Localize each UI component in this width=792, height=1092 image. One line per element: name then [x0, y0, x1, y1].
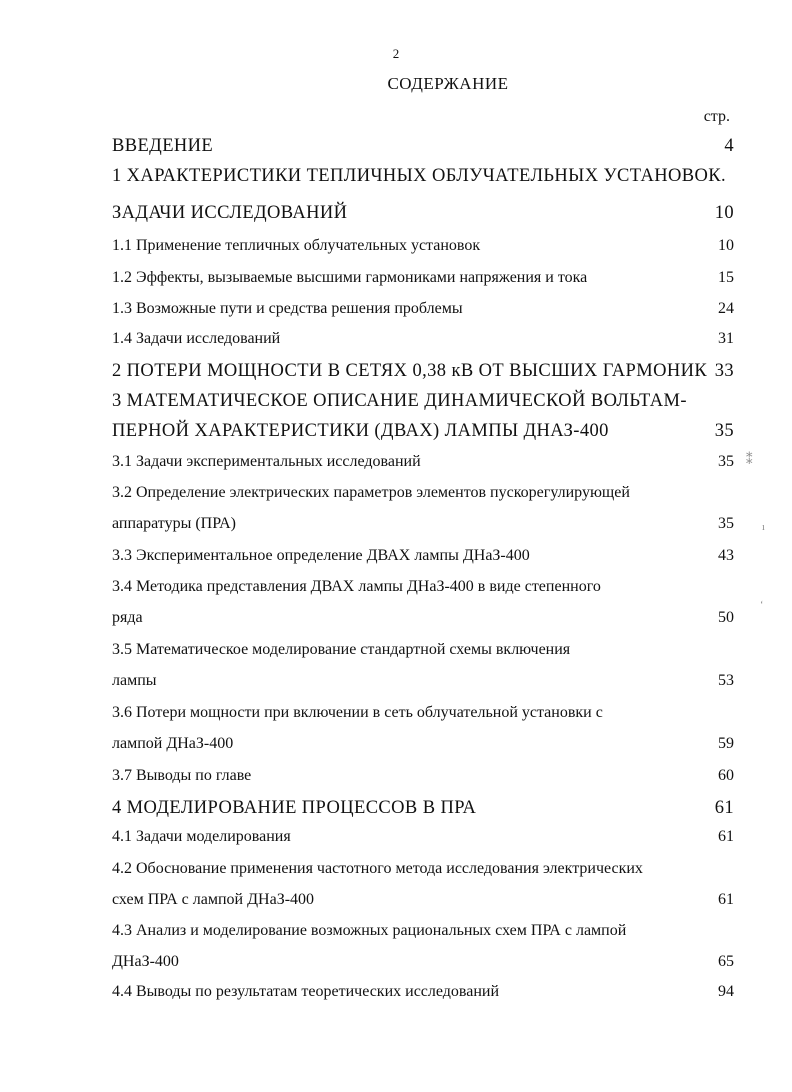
toc-entry-page: 35 — [714, 421, 734, 441]
toc-entry-label: 1.2 Эффекты, вызываемые высшими гармониками напряжения и тока — [112, 269, 588, 286]
toc-entry — [112, 735, 734, 767]
table-of-contents — [112, 136, 734, 1014]
toc-entry — [112, 828, 734, 860]
toc-entry-label: ДНаЗ-400 — [112, 953, 179, 970]
toc-entry — [112, 515, 734, 547]
toc-entry — [112, 300, 734, 330]
toc-entry-label: ЗАДАЧИ ИССЛЕДОВАНИЙ — [112, 203, 348, 223]
toc-entry-label: ПЕРНОЙ ХАРАКТЕРИСТИКИ (ДВАХ) ЛАМПЫ ДНАЗ-400 — [112, 421, 609, 441]
toc-entry-page: 10 — [718, 237, 734, 254]
toc-entry-label: 3.6 Потери мощности при включении в сеть облучательной установки с — [112, 704, 603, 721]
page-column-label: стр. — [703, 108, 730, 125]
toc-entry-label: 3.1 Задачи экспериментальных исследований — [112, 453, 421, 470]
toc-entry — [112, 672, 734, 704]
toc-entry — [112, 547, 734, 578]
toc-entry-label: 3.5 Математическое моделирование стандартной схемы включения — [112, 641, 571, 658]
toc-entry-label: ряда — [112, 609, 143, 626]
toc-entry — [112, 704, 734, 735]
toc-entry-page: 24 — [718, 300, 734, 317]
toc-entry — [112, 922, 734, 953]
scan-mark-icon: ʻ — [760, 600, 764, 611]
toc-entry — [112, 484, 734, 515]
toc-entry-label: 1.3 Возможные пути и средства решения проблемы — [112, 300, 463, 317]
toc-entry-page: 10 — [714, 203, 734, 223]
toc-entry — [112, 453, 734, 484]
toc-entry — [112, 203, 734, 237]
scan-mark-icon: ı — [762, 522, 765, 533]
toc-entry-label: 3.4 Методика представления ДВАХ лампы ДНаЗ-400 в виде степенного — [112, 578, 601, 595]
toc-entry — [112, 798, 734, 828]
page-number: 2 — [392, 46, 400, 61]
scan-mark-icon: ⁑ — [746, 452, 753, 467]
toc-entry — [112, 578, 734, 609]
toc-entry — [112, 330, 734, 361]
toc-entry-page: 65 — [718, 953, 734, 970]
toc-entry-label: 3.7 Выводы по главе — [112, 767, 252, 784]
toc-entry-page: 61 — [714, 798, 734, 818]
toc-entry-page: 94 — [718, 983, 734, 1000]
toc-entry — [112, 767, 734, 798]
toc-entry-label: лампой ДНаЗ-400 — [112, 735, 234, 752]
toc-entry-page: 60 — [718, 767, 734, 784]
toc-entry-label: 4.4 Выводы по результатам теоретических исследований — [112, 983, 500, 1000]
toc-entry-label: 1.4 Задачи исследований — [112, 330, 281, 347]
toc-entry-page: 50 — [718, 609, 734, 626]
toc-entry — [112, 166, 734, 203]
toc-entry-label: 4 МОДЕЛИРОВАНИЕ ПРОЦЕССОВ В ПРА — [112, 798, 477, 818]
toc-entry-page: 61 — [718, 828, 734, 845]
toc-entry-page: 61 — [718, 891, 734, 908]
toc-entry-label: схем ПРА с лампой ДНаЗ-400 — [112, 891, 315, 908]
toc-entry-label: 4.2 Обоснование применения частотного метода исследования электрических — [112, 860, 643, 877]
toc-entry — [112, 860, 734, 891]
toc-entry-label: 4.1 Задачи моделирования — [112, 828, 291, 845]
toc-entry-page: 4 — [724, 136, 734, 156]
toc-entry-page: 33 — [714, 361, 734, 381]
toc-entry — [112, 983, 734, 1014]
toc-entry — [112, 237, 734, 269]
toc-entry-page: 15 — [718, 269, 734, 286]
toc-entry-page: 35 — [718, 515, 734, 532]
toc-entry-label: ВВЕДЕНИЕ — [112, 136, 214, 156]
toc-entry-label: аппаратуры (ПРА) — [112, 515, 236, 532]
toc-entry-page: 43 — [718, 547, 734, 564]
toc-entry-page: 35 — [718, 453, 734, 470]
toc-entry — [112, 361, 734, 391]
toc-entry — [112, 641, 734, 672]
toc-entry-label: 1.1 Применение тепличных облучательных установок — [112, 237, 481, 254]
toc-entry-page: 59 — [718, 735, 734, 752]
toc-entry-label: лампы — [112, 672, 157, 689]
toc-entry-label: 4.3 Анализ и моделирование возможных рациональных схем ПРА с лампой — [112, 922, 627, 939]
toc-entry — [112, 953, 734, 983]
toc-entry-label: 3.2 Определение электрических параметров элементов пускорегулирующей — [112, 484, 630, 501]
page-title: СОДЕРЖАНИЕ — [387, 74, 509, 93]
toc-entry-label: 1 ХАРАКТЕРИСТИКИ ТЕПЛИЧНЫХ ОБЛУЧАТЕЛЬНЫХ УСТАНОВОК. — [112, 166, 727, 186]
toc-entry — [112, 609, 734, 641]
toc-entry-label: 3.3 Экспериментальное определение ДВАХ лампы ДНаЗ-400 — [112, 547, 530, 564]
toc-entry-label: 2 ПОТЕРИ МОЩНОСТИ В СЕТЯХ 0,38 кВ ОТ ВЫСШИХ ГАРМОНИК — [112, 361, 708, 381]
toc-entry — [112, 891, 734, 922]
toc-entry — [112, 269, 734, 300]
toc-entry-page: 31 — [718, 330, 734, 347]
toc-entry-page: 53 — [718, 672, 734, 689]
toc-entry — [112, 391, 734, 421]
toc-entry — [112, 421, 734, 453]
toc-entry — [112, 136, 734, 166]
toc-entry-label: 3 МАТЕМАТИЧЕСКОЕ ОПИСАНИЕ ДИНАМИЧЕСКОЙ ВОЛЬТАМ- — [112, 391, 687, 411]
